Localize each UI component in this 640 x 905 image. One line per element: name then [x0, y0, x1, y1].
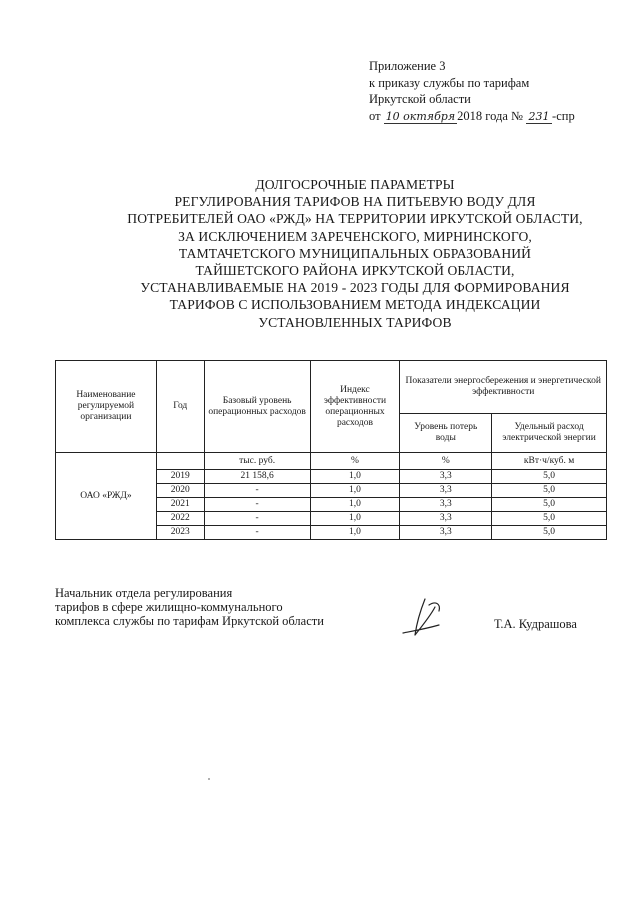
title-line: УСТАНОВЛЕННЫХ ТАРИФОВ: [258, 314, 452, 330]
appendix-region: Иркутской области: [369, 92, 471, 106]
cell-index: 1,0: [310, 512, 400, 526]
unit-base: тыс. руб.: [204, 453, 310, 470]
cell-index: 1,0: [310, 498, 400, 512]
appendix-year: 2018 года №: [457, 108, 523, 123]
cell-year: 2019: [156, 470, 204, 484]
cell-year: 2022: [156, 512, 204, 526]
scan-speck: [208, 778, 210, 780]
cell-base: -: [204, 526, 310, 540]
title-line: УСТАНАВЛИВАЕМЫЕ НА 2019 - 2023 ГОДЫ ДЛЯ ФОРМИРОВАНИЯ: [140, 280, 570, 296]
header-specific-consumption: Удельный расход электрической энергии: [492, 414, 607, 453]
header-water-loss: Уровень потерь воды: [400, 414, 492, 453]
appendix-order: к приказу службы по тарифам: [369, 75, 530, 90]
appendix-date-line: [369, 108, 575, 125]
header-energy-indicators: Показатели энергосбережения и энергетической эффективности: [400, 361, 607, 414]
cell-loss: 3,3: [400, 470, 492, 484]
header-org: Наименование регулируемой организации: [56, 361, 157, 453]
document-title: [95, 176, 615, 331]
header-efficiency-index: Индекс эффективности операционных расходов: [310, 361, 400, 453]
cell-loss: 3,3: [400, 484, 492, 498]
signer-name: Т.А. Кудрашова: [494, 617, 577, 631]
title-line: ЗА ИСКЛЮЧЕНИЕМ ЗАРЕЧЕНСКОГО, МИРНИНСКОГО,: [178, 228, 532, 244]
signature-position: [55, 586, 324, 628]
cell-specific: 5,0: [492, 498, 607, 512]
cell-base: 21 158,6: [204, 470, 310, 484]
header-year: Год: [156, 361, 204, 453]
cell-specific: 5,0: [492, 470, 607, 484]
handwritten-signature-icon: [395, 595, 455, 645]
handwritten-number: 231: [526, 111, 552, 124]
appendix-from: от: [369, 108, 381, 123]
org-name-cell: ОАО «РЖД»: [56, 453, 157, 540]
cell-year: 2020: [156, 484, 204, 498]
unit-loss: %: [400, 453, 492, 470]
title-line: ПОТРЕБИТЕЛЕЙ ОАО «РЖД» НА ТЕРРИТОРИИ ИРКУТСКОЙ ОБЛАСТИ,: [127, 211, 583, 227]
title-line: ТАЙШЕТСКОГО РАЙОНА ИРКУТСКОЙ ОБЛАСТИ,: [195, 263, 515, 279]
cell-index: 1,0: [310, 526, 400, 540]
position-line: тарифов в сфере жилищно-коммунального: [55, 600, 283, 614]
header-base-level: Базовый уровень операционных расходов: [204, 361, 310, 453]
handwritten-date: 10 октября: [385, 109, 456, 123]
appendix-suffix: -спр: [552, 108, 575, 123]
parameters-table: [55, 360, 607, 540]
title-line: РЕГУЛИРОВАНИЯ ТАРИФОВ НА ПИТЬЕВУЮ ВОДУ ДЛЯ: [174, 194, 536, 210]
unit-year-empty: [156, 453, 204, 470]
cell-loss: 3,3: [400, 498, 492, 512]
cell-loss: 3,3: [400, 512, 492, 526]
cell-base: -: [204, 498, 310, 512]
cell-base: -: [204, 512, 310, 526]
title-line: ДОЛГОСРОЧНЫЕ ПАРАМЕТРЫ: [255, 177, 455, 192]
cell-specific: 5,0: [492, 484, 607, 498]
cell-year: 2023: [156, 526, 204, 540]
position-line: комплекса службы по тарифам Иркутской области: [55, 614, 324, 628]
cell-loss: 3,3: [400, 526, 492, 540]
cell-base: -: [204, 484, 310, 498]
unit-specific: кВт·ч/куб. м: [492, 453, 607, 470]
title-line: ТАРИФОВ С ИСПОЛЬЗОВАНИЕМ МЕТОДА ИНДЕКСАЦИИ: [169, 297, 541, 313]
cell-specific: 5,0: [492, 526, 607, 540]
cell-specific: 5,0: [492, 512, 607, 526]
cell-index: 1,0: [310, 484, 400, 498]
appendix-title: Приложение 3: [369, 59, 446, 73]
unit-index: %: [310, 453, 400, 470]
cell-index: 1,0: [310, 470, 400, 484]
position-line: Начальник отдела регулирования: [55, 586, 233, 600]
title-line: ТАМТАЧЕТСКОГО МУНИЦИПАЛЬНЫХ ОБРАЗОВАНИЙ: [178, 245, 532, 261]
appendix-block: [369, 58, 575, 124]
cell-year: 2021: [156, 498, 204, 512]
